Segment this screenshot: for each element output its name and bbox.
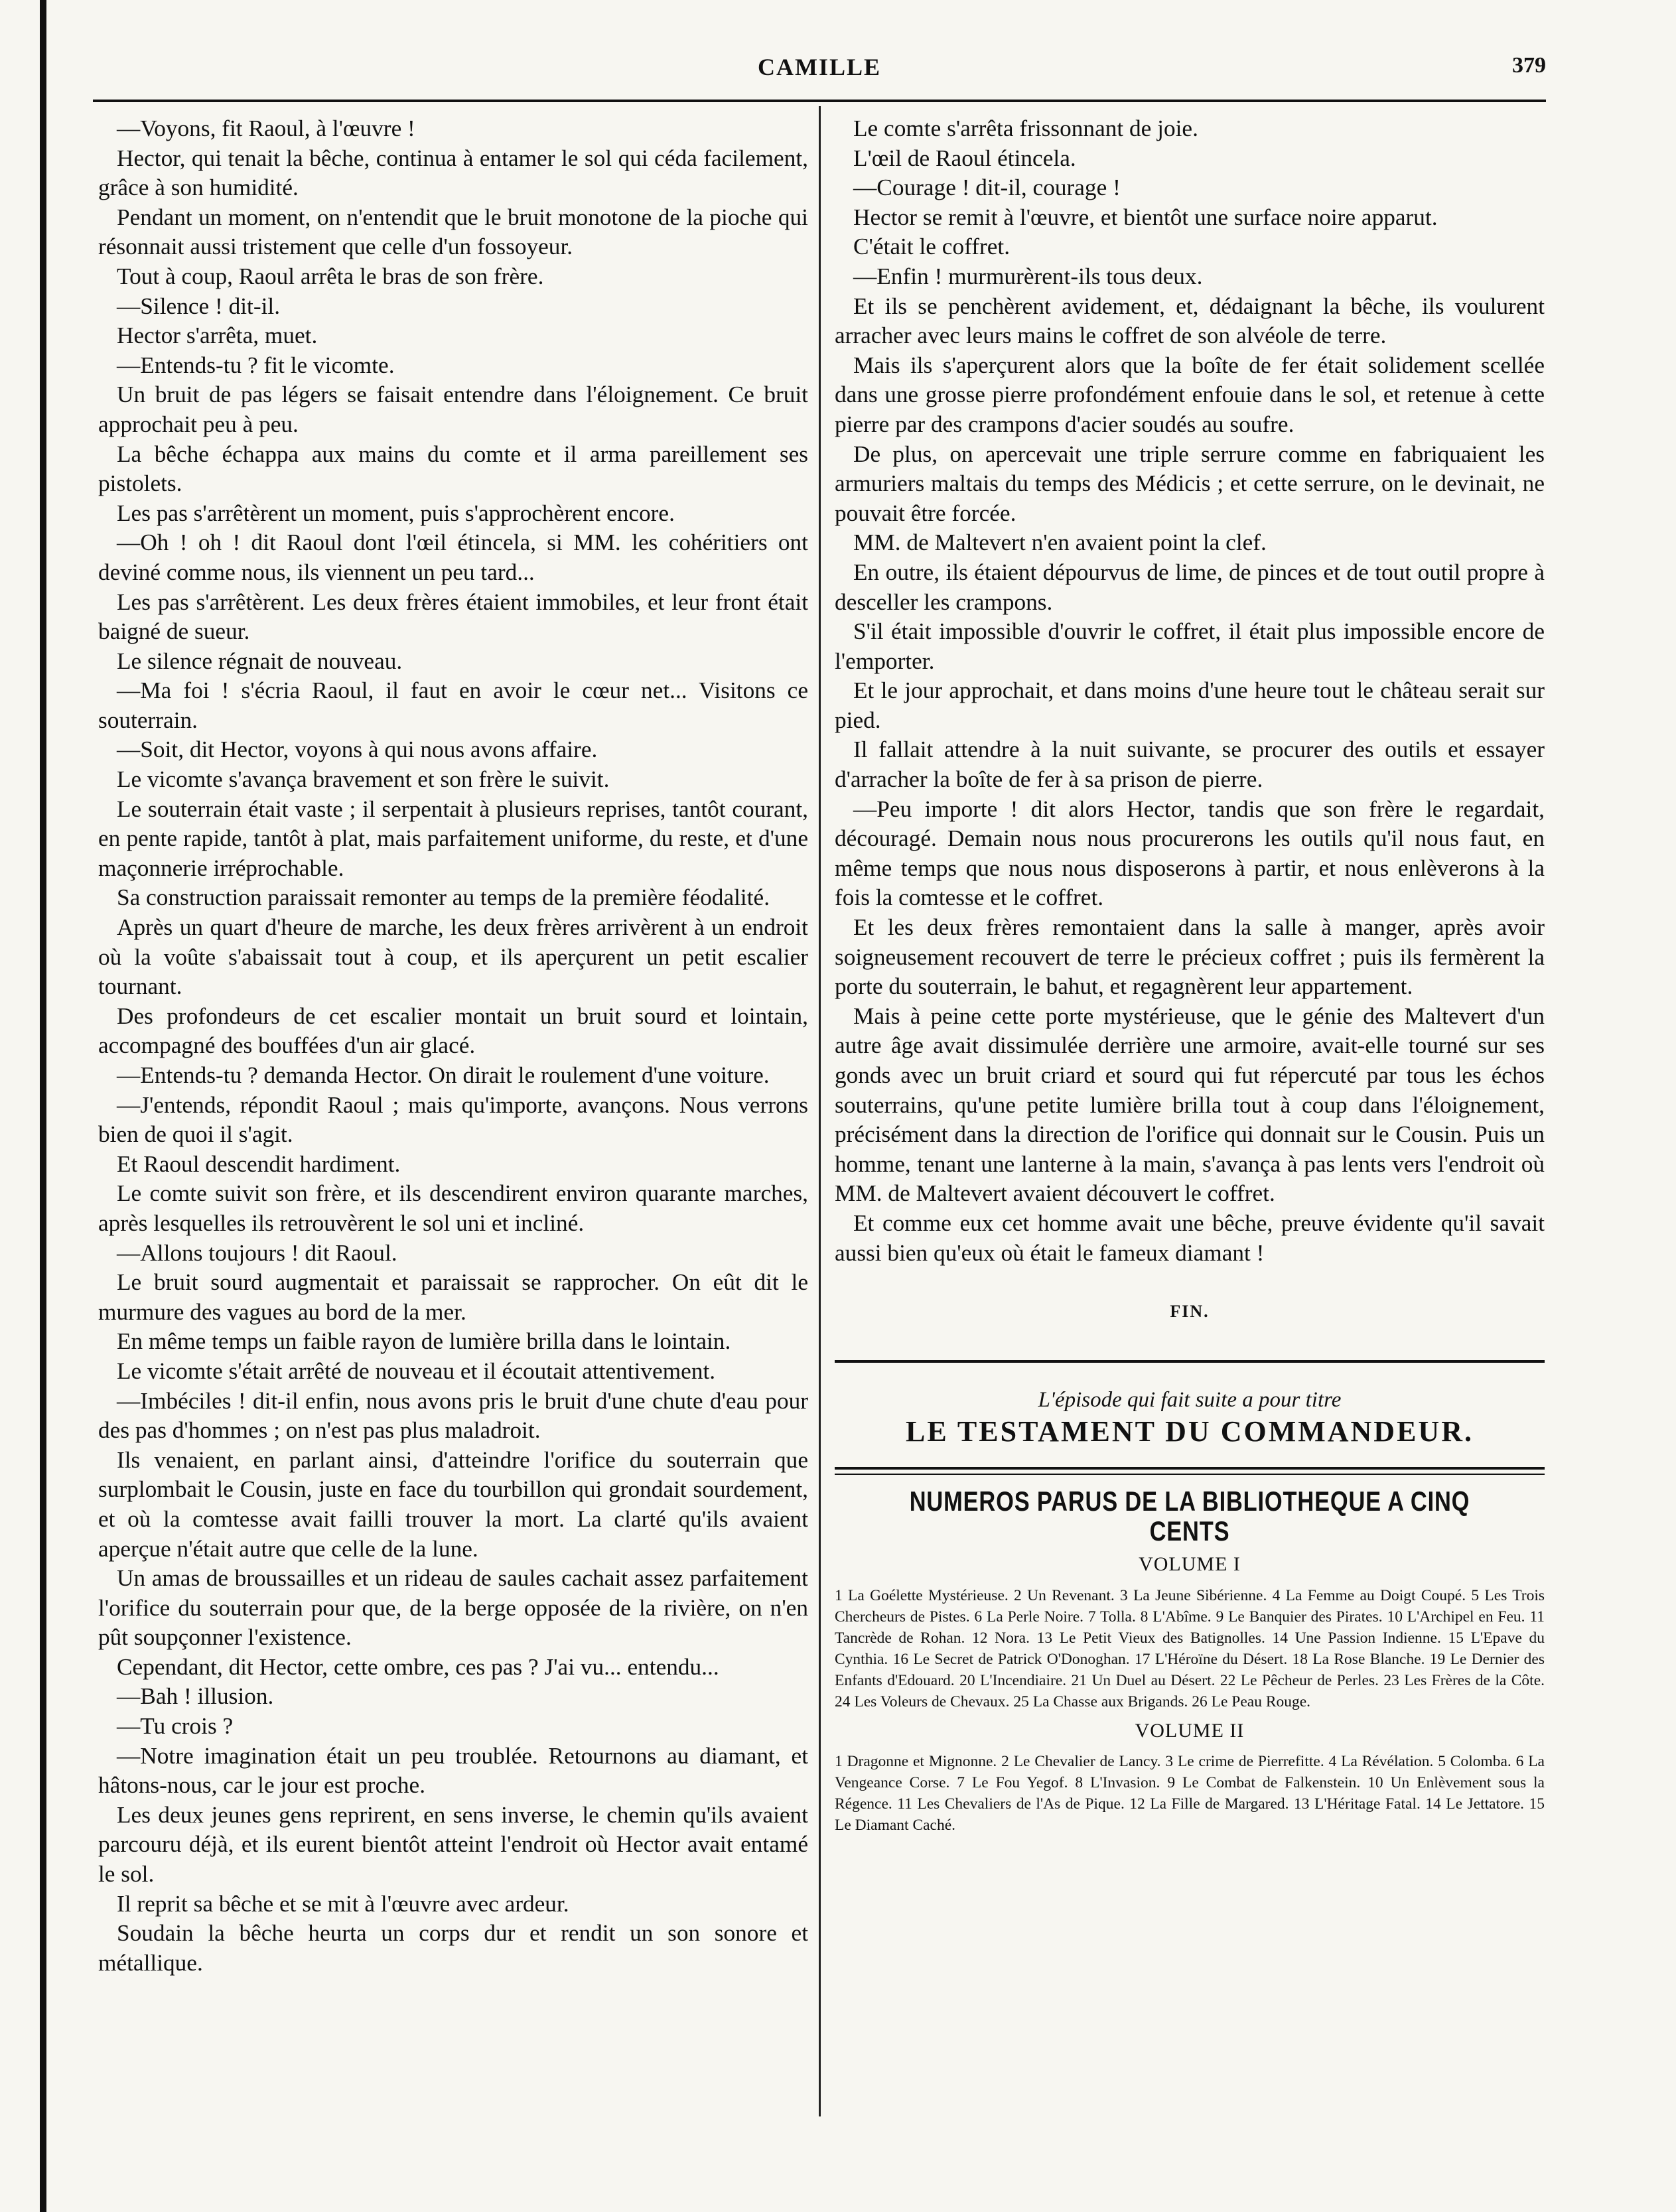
catalog-rule (835, 1467, 1545, 1475)
paragraph: Ils venaient, en parlant ainsi, d'atteindre l'orifice du souterrain que surplombait le Cousin, juste en face du tourbillon qui grondait sourdement, et où la comtesse avait failli trouver la mort. La clarté qu'ils avaient aperçue n'était autre que celle de la lune. (98, 1446, 808, 1562)
paragraph: Les deux jeunes gens reprirent, en sens inverse, le chemin qu'ils avaient parcouru déjà, et ils eurent bientôt atteint l'endroit où Hector avait entamé le sol. (98, 1801, 808, 1888)
paragraph: En outre, ils étaient dépourvus de lime, de pinces et de tout outil propre à desceller les crampons. (835, 559, 1545, 615)
paragraph: —Voyons, fit Raoul, à l'œuvre ! (117, 115, 415, 141)
paragraph: Des profondeurs de cet escalier montait un bruit sourd et lointain, accompagné des bouffées d'un air glacé. (98, 1002, 808, 1059)
paragraph: —Silence ! dit-il. (117, 293, 281, 319)
paragraph: MM. de Maltevert n'en avaient point la clef. (853, 529, 1267, 556)
paragraph: —Tu crois ? (117, 1713, 234, 1740)
page-number: 379 (1512, 53, 1546, 78)
paragraph: Après un quart d'heure de marche, les deux frères arrivèrent à un endroit où la voûte s'abaissait tout à coup, et ils aperçurent un petit escalier tournant. (98, 914, 808, 1000)
paragraph: Et le jour approchait, et dans moins d'une heure tout le château serait sur pied. (835, 677, 1545, 733)
paragraph: Le bruit sourd augmentait et paraissait se rapprocher. On eût dit le murmure des vagues au bord de la mer. (98, 1269, 808, 1325)
catalog-title: NUMEROS PARUS DE LA BIBLIOTHEQUE A CINQ CENTS (909, 1485, 1470, 1547)
paragraph: Il fallait attendre à la nuit suivante, se procurer des outils et essayer d'arracher la boîte de fer à sa prison de pierre. (835, 736, 1545, 793)
header-rule (93, 100, 1546, 102)
paragraph: —Soit, dit Hector, voyons à qui nous avons affaire. (117, 736, 598, 763)
paragraph: —Ma foi ! s'écria Raoul, il faut en avoir le cœur net... Visitons ce souterrain. (98, 677, 808, 733)
section-rule (835, 1360, 1545, 1363)
paragraph: Le souterrain était vaste ; il serpentait à plusieurs reprises, tantôt courant, en pente rapide, tantôt à plat, mais parfaitement uniforme, du reste, et d'une maçonnerie irréprochable. (98, 795, 808, 881)
column-divider (819, 106, 821, 2116)
paragraph: Tout à coup, Raoul arrêta le bras de son frère. (117, 263, 544, 289)
paragraph: Le vicomte s'avança bravement et son frère le suivit. (117, 766, 610, 793)
right-column-text (835, 114, 1545, 1268)
paragraph: Et ils se penchèrent avidement, et, dédaignant la bêche, ils voulurent arracher avec leurs mains le coffret de son alvéole de terre. (835, 293, 1545, 349)
paragraph: S'il était impossible d'ouvrir le coffret, il était plus impossible encore de l'emporter. (835, 618, 1545, 674)
paragraph: —Notre imagination était un peu troublée. Retournons au diamant, et hâtons-nous, car le jour est proche. (98, 1742, 808, 1799)
paragraph: —Allons toujours ! dit Raoul. (117, 1239, 397, 1266)
paragraph: Et les deux frères remontaient dans la salle à manger, après avoir soigneusement recouvert de terre le précieux coffret ; puis ils fermèrent la porte du souterrain, le bahut, et regagnèrent leur appartement. (835, 914, 1545, 1000)
paragraph: Les pas s'arrêtèrent. Les deux frères étaient immobiles, et leur front était baigné de sueur. (98, 588, 808, 645)
next-episode-title: LE TESTAMENT DU COMMANDEUR. (906, 1415, 1474, 1448)
paragraph: Le vicomte s'était arrêté de nouveau et il écoutait attentivement. (117, 1357, 716, 1384)
paragraph: Mais à peine cette porte mystérieuse, que le génie des Maltevert d'un autre âge avait dissimulée derrière une armoire, avait-elle tourné sur ses gonds avec un bruit criard et sourd qui fut répercuté par tous les échos souterrains, qu'une petite lumière brilla tout à coup dans l'éloignement, précisément dans la direction de l'orifice qui donnait sur le Cousin. Puis un homme, tenant une lanterne à la main, s'avança à pas lents vers l'endroit où MM. de Maltevert avaient découvert le coffret. (835, 1002, 1545, 1207)
page-edge-border (40, 0, 46, 2212)
paragraph: —Bah ! illusion. (117, 1683, 274, 1710)
page-header (93, 48, 1546, 88)
paragraph: Hector se remit à l'œuvre, et bientôt une surface noire apparut. (853, 204, 1438, 230)
paragraph: Hector, qui tenait la bêche, continua à entamer le sol qui céda facilement, grâce à son humidité. (98, 145, 808, 201)
paragraph: —Enfin ! murmurèrent-ils tous deux. (853, 263, 1203, 289)
paragraph: Il reprit sa bêche et se mit à l'œuvre avec ardeur. (117, 1890, 569, 1917)
paragraph: Mais ils s'aperçurent alors que la boîte de fer était solidement scellée dans une grosse pierre profondément enfouie dans le sol, et retenue à cette pierre par des crampons d'acier soudés au soufre. (835, 352, 1545, 437)
next-episode-intro: L'épisode qui fait suite a pour titre (1038, 1387, 1342, 1412)
paragraph: —Courage ! dit-il, courage ! (853, 174, 1121, 201)
paragraph: Le comte s'arrêta frissonnant de joie. (853, 115, 1198, 141)
volume-1-list: 1 La Goélette Mystérieuse. 2 Un Revenant. 3 La Jeune Sibérienne. 4 La Femme au Doigt Coupé. 5 Les Trois Chercheurs de Pistes. 6 La Perle Noire. 7 Tolla. 8 L'Abîme. 9 Le Banquier des Pirates. 10 L'Archipel en Feu. 11 Tancrède de Rohan. 12 Nora. 13 Le Petit Vieux des Batignolles. 14 Une Passion Indienne. 15 L'Epave du Cynthia. 16 Le Secret de Patrick O'Donoghan. 17 L'Héroïne du Désert. 18 La Rose Blanche. 19 Le Dernier des Enfants d'Edouard. 20 L'Incendiaire. 21 Un Duel au Désert. 22 Le Pêcheur de Perles. 23 Les Frères de la Côte. 24 Les Voleurs de Chevaux. 25 La Chasse aux Brigands. 26 Le Peau Rouge. (835, 1586, 1545, 1710)
volume-2-list: 1 Dragonne et Mignonne. 2 Le Chevalier de Lancy. 3 Le crime de Pierrefitte. 4 La Révélation. 5 Colomba. 6 La Vengeance Corse. 7 Le Fou Yegof. 8 L'Invasion. 9 Le Combat de Falkenstein. 10 Un Enlèvement sous la Régence. 11 Les Chevaliers de l'As de Pique. 12 La Fille de Margared. 13 L'Héritage Fatal. 14 Le Jettatore. 15 Le Diamant Caché. (835, 1753, 1545, 1834)
volume-2-label: VOLUME II (1135, 1719, 1245, 1742)
end-marker: FIN. (1170, 1302, 1210, 1322)
paragraph: Hector s'arrêta, muet. (117, 322, 318, 349)
paragraph: —J'entends, répondit Raoul ; mais qu'importe, avançons. Nous verrons bien de quoi il s'agit. (98, 1091, 808, 1148)
running-title: CAMILLE (757, 54, 882, 80)
paragraph: De plus, on apercevait une triple serrure comme en fabriquaient les armuriers maltais du temps des Médicis ; et cette serrure, on le devinait, ne pouvait être forcée. (835, 441, 1545, 526)
paragraph: —Imbéciles ! dit-il enfin, nous avons pris le bruit d'une chute d'eau pour des pas d'hommes ; on n'est pas plus maladroit. (98, 1387, 808, 1444)
paragraph: Et Raoul descendit hardiment. (117, 1150, 401, 1177)
paragraph: —Oh ! oh ! dit Raoul dont l'œil étincela, si MM. les cohéritiers ont deviné comme nous, ils viennent un peu tard... (98, 529, 808, 585)
paragraph: Et comme eux cet homme avait une bêche, preuve évidente qu'il savait aussi bien qu'eux où était le fameux diamant ! (835, 1210, 1545, 1266)
paragraph: C'était le coffret. (853, 234, 1011, 260)
paragraph: —Entends-tu ? demanda Hector. On dirait le roulement d'une voiture. (117, 1062, 770, 1088)
paragraph: Sa construction paraissait remonter au temps de la première féodalité. (117, 884, 770, 911)
paragraph: En même temps un faible rayon de lumière brilla dans le lointain. (117, 1328, 731, 1355)
right-column (835, 114, 1545, 1836)
paragraph: Pendant un moment, on n'entendit que le bruit monotone de la pioche qui résonnait aussi tristement que celle d'un fossoyeur. (98, 204, 808, 260)
volume-1-label: VOLUME I (1139, 1553, 1241, 1576)
paragraph: La bêche échappa aux mains du comte et il arma pareillement ses pistolets. (98, 441, 808, 497)
paragraph: Un bruit de pas légers se faisait entendre dans l'éloignement. Ce bruit approchait peu à peu. (98, 381, 808, 437)
paragraph: Un amas de broussailles et un rideau de saules cachait assez parfaitement l'orifice du souterrain pour que, de la berge opposée de la rivière, on n'en pût soupçonner l'existence. (98, 1565, 808, 1651)
paragraph: Le silence régnait de nouveau. (117, 648, 403, 674)
paragraph: L'œil de Raoul étincela. (853, 145, 1076, 171)
left-column (98, 114, 808, 1978)
paragraph: —Peu importe ! dit alors Hector, tandis que son frère le regardait, découragé. Demain nous nous procurerons les outils qu'il nous faut, en même temps que nous nous disposerons à partir, et nous enlèverons à la fois la comtesse et le coffret. (835, 795, 1545, 911)
paragraph: Soudain la bêche heurta un corps dur et rendit un son sonore et métallique. (98, 1920, 808, 1976)
paragraph: Le comte suivit son frère, et ils descendirent environ quarante marches, après lesquelles ils retrouvèrent le sol uni et incliné. (98, 1180, 808, 1236)
paragraph: Cependant, dit Hector, cette ombre, ces pas ? J'ai vu... entendu... (117, 1653, 719, 1680)
paragraph: —Entends-tu ? fit le vicomte. (117, 352, 395, 378)
paragraph: Les pas s'arrêtèrent un moment, puis s'approchèrent encore. (117, 500, 675, 526)
